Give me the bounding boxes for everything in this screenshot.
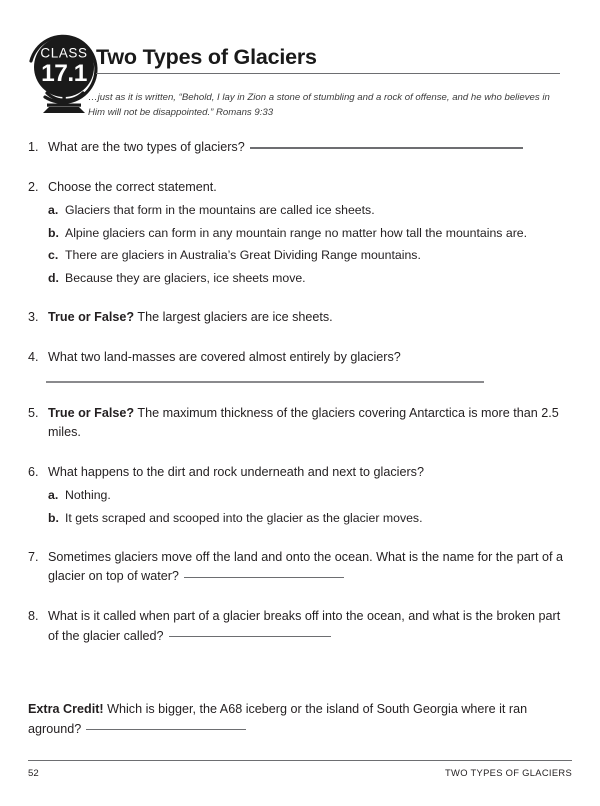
choice-c[interactable]	[48, 246, 572, 264]
choice-letter: a.	[48, 488, 59, 503]
footer-divider	[28, 760, 572, 761]
question-text	[48, 138, 572, 157]
page-footer	[28, 760, 572, 779]
question-8	[28, 607, 572, 645]
badge-class-label: CLASS	[40, 45, 88, 61]
questions-list	[28, 138, 572, 646]
question-text	[48, 404, 572, 442]
question-text	[48, 548, 572, 586]
page-title: Two Types of Glaciers	[96, 45, 317, 69]
title-block	[96, 46, 562, 74]
badge-class-number: 17.1	[41, 60, 87, 87]
choice-a[interactable]	[48, 486, 572, 504]
running-title: TWO TYPES OF GLACIERS	[445, 767, 572, 779]
question-1	[28, 138, 572, 157]
question-number: 4.	[28, 350, 39, 365]
question-prompt: What is it called when part of a glacier breaks off into the ocean, and what is the broken part of the glacier called?	[48, 609, 561, 643]
choice-letter: b.	[48, 225, 59, 240]
question-6	[28, 463, 572, 527]
choice-text: Alpine glaciers can form in any mountain range no matter how tall the mountains are.	[65, 225, 528, 240]
question-prefix: True or False?	[48, 405, 135, 420]
question-prompt: Choose the correct statement.	[48, 180, 217, 195]
question-number: 1.	[28, 140, 39, 154]
question-text	[48, 308, 572, 327]
question-number: 7.	[28, 550, 39, 565]
choice-text: Because they are glaciers, ice sheets move.	[65, 270, 306, 285]
question-prompt: What happens to the dirt and rock underneath and next to glaciers?	[48, 465, 424, 480]
choice-letter: b.	[48, 510, 59, 525]
answer-line-8[interactable]	[169, 636, 331, 637]
question-number: 2.	[28, 180, 39, 195]
choice-letter: a.	[48, 203, 59, 218]
answer-line-1[interactable]	[250, 147, 523, 148]
question-2	[28, 178, 572, 287]
question-4	[28, 348, 572, 367]
page-number: 52	[28, 768, 39, 780]
question-prompt: Sometimes glaciers move off the land and onto the ocean. What is the name for the part of a glacier on top of water?	[48, 550, 564, 584]
choice-text: Nothing.	[65, 488, 111, 503]
question-prompt: What two land-masses are covered almost entirely by glaciers?	[48, 350, 401, 365]
question-text	[48, 348, 572, 367]
question-number: 6.	[28, 465, 39, 480]
question-text	[48, 178, 572, 287]
extra-credit-label: Extra Credit!	[28, 702, 104, 716]
question-prefix: True or False?	[48, 310, 135, 325]
question-text	[48, 607, 572, 645]
extra-credit-text: Which is bigger, the A68 iceberg or the island of South Georgia where it ran aground?	[28, 702, 528, 736]
question-number: 5.	[28, 405, 39, 420]
answer-line-7[interactable]	[184, 577, 344, 578]
question-prompt: What are the two types of glaciers?	[48, 140, 245, 154]
question-number: 3.	[28, 310, 39, 325]
choice-list	[48, 201, 572, 287]
extra-credit-block	[28, 700, 568, 739]
question-3	[28, 308, 572, 327]
question-prompt: The maximum thickness of the glaciers covering Antarctica is more than 2.5 miles.	[48, 405, 559, 440]
scripture-verse: …just as it is written, “Behold, I lay in Zion a stone of stumbling and a rock of offense, and he who believes in Him will not be disappointed.” Romans 9:33	[88, 92, 550, 118]
choice-d[interactable]	[48, 269, 572, 287]
choice-b[interactable]	[48, 509, 572, 527]
choice-text: There are glaciers in Australia’s Great Dividing Range mountains.	[65, 248, 421, 263]
question-number: 8.	[28, 609, 39, 624]
choice-a[interactable]	[48, 201, 572, 219]
choice-b[interactable]	[48, 224, 572, 242]
question-5	[28, 404, 572, 442]
page-header	[0, 0, 600, 130]
choice-text: It gets scraped and scooped into the glacier as the glacier moves.	[65, 510, 423, 525]
choice-text: Glaciers that form in the mountains are called ice sheets.	[65, 203, 375, 218]
answer-line-extra-credit[interactable]	[86, 729, 246, 730]
title-divider	[96, 73, 560, 75]
choice-list	[48, 486, 572, 527]
question-7	[28, 548, 572, 586]
question-text	[48, 463, 572, 527]
choice-letter: c.	[48, 248, 59, 263]
question-prompt: The largest glaciers are ice sheets.	[137, 310, 333, 325]
choice-letter: d.	[48, 270, 59, 285]
